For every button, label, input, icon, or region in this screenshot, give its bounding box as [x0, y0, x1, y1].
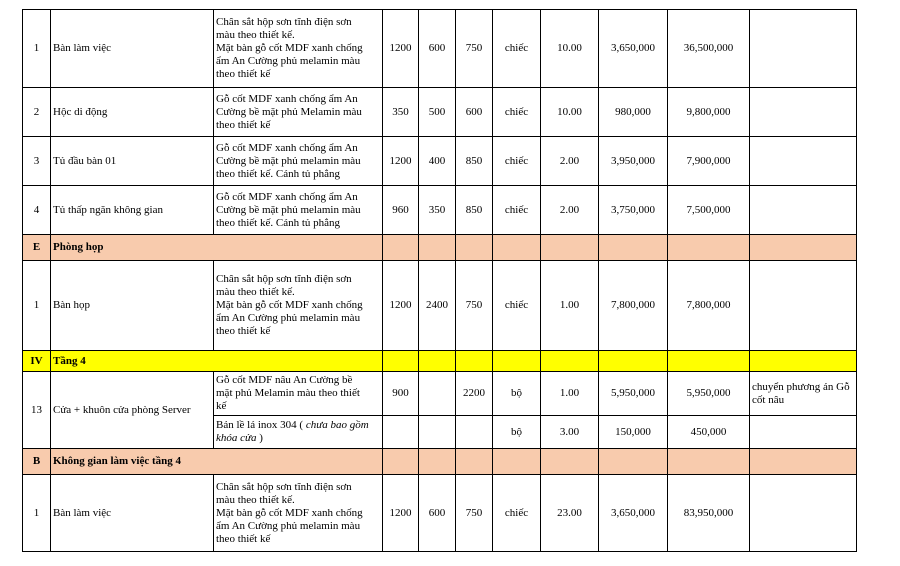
- note-cell: [750, 186, 857, 235]
- unit-price-cell: 980,000: [599, 88, 668, 137]
- unit-cell: chiếc: [493, 261, 541, 351]
- item-description: Gỗ cốt MDF xanh chống ẩm An Cường bề mặt phủ melamin màu theo thiết kế. Cánh tủ phẳng: [214, 137, 383, 186]
- height-cell: 850: [456, 137, 493, 186]
- row-number: 2: [23, 88, 51, 137]
- total-cell: 5,950,000: [668, 372, 750, 416]
- total-cell: 9,800,000: [668, 88, 750, 137]
- quantity-cell: 3.00: [541, 416, 599, 449]
- quantity-cell: 1.00: [541, 372, 599, 416]
- depth-cell: 350: [419, 186, 456, 235]
- section-row-floor-4: [23, 351, 857, 372]
- unit-cell: chiếc: [493, 475, 541, 552]
- section-title: Phòng họp: [51, 235, 383, 261]
- table-row: [23, 475, 857, 552]
- unit-cell: bộ: [493, 372, 541, 416]
- item-description: Gỗ cốt MDF xanh chống ẩm An Cường bề mặt phủ melamin màu theo thiết kế. Cánh tủ phẳng: [214, 186, 383, 235]
- unit-price-cell: 3,750,000: [599, 186, 668, 235]
- total-cell: 36,500,000: [668, 10, 750, 88]
- total-cell: 450,000: [668, 416, 750, 449]
- item-description: Bản lề lá inox 304 ( chưa bao gồm khóa cửa ): [214, 416, 383, 449]
- depth-cell: 400: [419, 137, 456, 186]
- width-cell: 1200: [383, 10, 419, 88]
- unit-cell: chiếc: [493, 10, 541, 88]
- quantity-cell: 2.00: [541, 186, 599, 235]
- quantity-cell: 23.00: [541, 475, 599, 552]
- table-row: [23, 10, 857, 88]
- item-description: Chân sắt hộp sơn tĩnh điện sơn màu theo thiết kế. Mặt bàn gỗ cốt MDF xanh chống ẩm An Cường phủ melamin màu theo thiết kế: [214, 475, 383, 552]
- unit-cell: chiếc: [493, 186, 541, 235]
- quantity-cell: 10.00: [541, 10, 599, 88]
- unit-cell: chiếc: [493, 137, 541, 186]
- width-cell: 900: [383, 372, 419, 416]
- height-cell: 750: [456, 475, 493, 552]
- height-cell: 2200: [456, 372, 493, 416]
- quantity-cell: 10.00: [541, 88, 599, 137]
- height-cell: 750: [456, 10, 493, 88]
- height-cell: 600: [456, 88, 493, 137]
- item-description: Gỗ cốt MDF nâu An Cường bề mặt phủ Melamin màu theo thiết kế: [214, 372, 383, 416]
- table-row: [23, 186, 857, 235]
- row-number: 1: [23, 10, 51, 88]
- unit-price-cell: 7,800,000: [599, 261, 668, 351]
- note-cell: [750, 261, 857, 351]
- table-row: [23, 261, 857, 351]
- row-number: 4: [23, 186, 51, 235]
- item-name: Cửa + khuôn cửa phòng Server: [51, 372, 214, 449]
- note-cell: [750, 88, 857, 137]
- depth-cell: 600: [419, 475, 456, 552]
- unit-cell: bộ: [493, 416, 541, 449]
- depth-cell: 2400: [419, 261, 456, 351]
- table-row: [23, 137, 857, 186]
- unit-price-cell: 3,650,000: [599, 475, 668, 552]
- total-cell: 83,950,000: [668, 475, 750, 552]
- unit-price-cell: 5,950,000: [599, 372, 668, 416]
- depth-cell: 500: [419, 88, 456, 137]
- row-number: 3: [23, 137, 51, 186]
- note-cell: [750, 10, 857, 88]
- item-name: Tủ đầu bàn 01: [51, 137, 214, 186]
- section-title: Tầng 4: [51, 351, 383, 372]
- row-number: 13: [23, 372, 51, 449]
- width-cell: 1200: [383, 261, 419, 351]
- total-cell: 7,500,000: [668, 186, 750, 235]
- table-row: [23, 372, 857, 416]
- unit-price-cell: 3,650,000: [599, 10, 668, 88]
- depth-cell: [419, 372, 456, 416]
- section-row-workspace-floor-4: [23, 449, 857, 475]
- item-name: Bàn làm việc: [51, 10, 214, 88]
- section-code: B: [23, 449, 51, 475]
- width-cell: 1200: [383, 137, 419, 186]
- width-cell: 1200: [383, 475, 419, 552]
- total-cell: 7,900,000: [668, 137, 750, 186]
- item-description: Chân sắt hộp sơn tĩnh điện sơn màu theo thiết kế. Mặt bàn gỗ cốt MDF xanh chống ẩm An Cường phủ melamin màu theo thiết kế: [214, 10, 383, 88]
- quotation-table: [22, 9, 857, 552]
- row-number: 1: [23, 261, 51, 351]
- note-cell: [750, 137, 857, 186]
- section-code: IV: [23, 351, 51, 372]
- quantity-cell: 2.00: [541, 137, 599, 186]
- width-cell: 350: [383, 88, 419, 137]
- unit-price-cell: 3,950,000: [599, 137, 668, 186]
- item-description: Chân sắt hộp sơn tĩnh điện sơn màu theo thiết kế. Mặt bàn gỗ cốt MDF xanh chống ẩm An Cường phủ melamin màu theo thiết kế: [214, 261, 383, 351]
- item-description: Gỗ cốt MDF xanh chống ẩm An Cường bề mặt phủ Melamin màu theo thiết kế: [214, 88, 383, 137]
- unit-price-cell: 150,000: [599, 416, 668, 449]
- total-cell: 7,800,000: [668, 261, 750, 351]
- table-row: [23, 88, 857, 137]
- height-cell: 750: [456, 261, 493, 351]
- section-title: Không gian làm việc tầng 4: [51, 449, 383, 475]
- item-name: Tủ thấp ngăn không gian: [51, 186, 214, 235]
- width-cell: 960: [383, 186, 419, 235]
- item-name: Bàn họp: [51, 261, 214, 351]
- quantity-cell: 1.00: [541, 261, 599, 351]
- note-cell: [750, 475, 857, 552]
- depth-cell: 600: [419, 10, 456, 88]
- section-code: E: [23, 235, 51, 261]
- note-cell: chuyển phương án Gỗ cốt nâu: [750, 372, 857, 416]
- height-cell: 850: [456, 186, 493, 235]
- row-number: 1: [23, 475, 51, 552]
- item-name: Hộc di động: [51, 88, 214, 137]
- unit-cell: chiếc: [493, 88, 541, 137]
- item-name: Bàn làm việc: [51, 475, 214, 552]
- section-row-meeting-room: [23, 235, 857, 261]
